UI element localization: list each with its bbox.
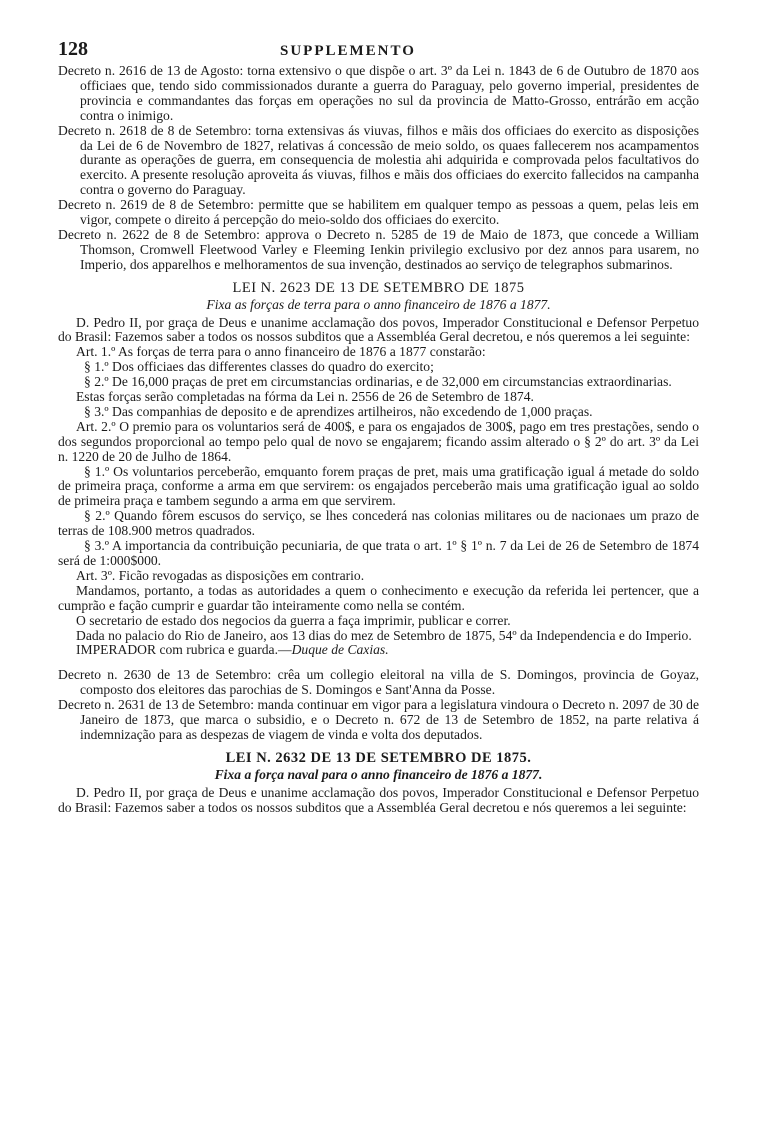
law-2632-subtitle: Fixa a força naval para o anno financeiro de 1876 a 1877.	[214, 766, 543, 782]
page-header	[58, 38, 699, 64]
law-2623-art2-paragraph3: § 3.º A importancia da contribuição pecuniaria, de que trata o art. 1º § 1º n. 7 da Lei de 26 de Setembro de 1874 será de 1:000$000.	[58, 538, 699, 568]
law-2623-preamble: D. Pedro II, por graça de Deus e unanime acclamação dos povos, Imperador Constitucional e Defensor Perpetuo do Brasil: Fazemos saber a todos os nossos subditos que a Assembléa Geral decretou, e nós queremos a lei seguinte:	[58, 314, 699, 345]
law-2623-art1-note: Estas forças serão completadas na fórma da Lei n. 2556 de 26 de Setembro de 1874.	[76, 389, 534, 405]
law-2623-art2-paragraph1: § 1.º Os voluntarios perceberão, emquanto forem praças de pret, mais uma gratificação igual á metade do soldo de primeira praça, conforme a arma em que servirem: os engajados perceberão mais uma gratificação igual ao soldo de primeira praça e tambem segundo a arma em que servirem.	[58, 463, 699, 509]
law-2623-art1-paragraph2: § 2.º De 16,000 praças de pret em circumstancias ordinarias, e de 32,000 em circumstancias extraordinarias.	[84, 374, 672, 390]
signature-minister: Duque de Caxias.	[291, 642, 389, 658]
decree-2630: Decreto n. 2630 de 13 de Setembro: crêa um collegio eleitoral na villa de S. Domingos, provincia de Goyaz, composto dos eleitores das parochias de S. Domingos e Sant'Anna da Posse.	[58, 667, 699, 698]
decree-2618: Decreto n. 2618 de 8 de Setembro: torna extensivas ás viuvas, filhos e mãis dos officiaes do exercito as disposições da Lei de 6 de Novembro de 1827, relativas á concessão de meio soldo, os quaes fallecerem nos acampamentos durante as operações de guerra, em consequencia de molestia ahi adquirida e comprovada pelos facultativos do exercito. A presente resolução aproveita ás viuvas, filhos e mãis dos officiaes do exercito fallecidos na campanha contra o governo do Paraguay.	[58, 122, 699, 198]
law-2623-art2-paragraph2: § 2.º Quando fôrem escusos do serviço, se lhes concederá nas colonias militares ou de nacionaes um prazo de terras de 108.900 metros quadrados.	[58, 508, 699, 539]
decree-2616: Decreto n. 2616 de 13 de Agosto: torna extensivo o que dispõe o art. 3º da Lei n. 1843 de 6 de Outubro de 1870 aos officiaes que, tendo sido commissionados durante a guerra do Paraguay, pelo governo imperial, presidentes de provincia e commandantes das forças em operações no sul da provincia de Matto-Grosso, entrárão em acção contra o inimigo.	[58, 63, 699, 123]
law-2623-art2: Art. 2.º O premio para os voluntarios será de 400$, e para os engajados de 300$, pago em tres prestações, sendo o dos segundos proporcional ao tempo pelo qual de novo se engajarem; ficando assim alterado o § 2º do art. 3º da Lei n. 1220 de 20 de Julho de 1864.	[58, 418, 699, 464]
law-2623-title: LEI N. 2623 DE 13 DE SETEMBRO DE 1875	[232, 279, 525, 296]
law-2623-art1-paragraph1: § 1.º Dos officiaes das differentes classes do quadro do exercito;	[84, 359, 434, 375]
law-2623-mandamos: Mandamos, portanto, a todas as autoridades a quem o conhecimento e execução da referida lei pertencer, que a cumprão e fação cumprir e guardar tão inteiramente como nella se contém.	[58, 582, 699, 613]
law-2623-art3: Art. 3º. Ficão revogadas as disposições em contrario.	[76, 567, 365, 583]
law-2623-signature	[58, 643, 699, 658]
law-2632-preamble: D. Pedro II, por graça de Deus e unanime acclamação dos povos, Imperador Constitucional e Defensor Perpetuo do Brasil: Fazemos saber a todos os nossos subditos que a Assembléa Geral decretou e nós queremos a lei seguinte:	[58, 784, 699, 815]
law-2632-title: LEI N. 2632 DE 13 DE SETEMBRO DE 1875.	[225, 749, 532, 766]
law-2623-art1: Art. 1.º As forças de terra para o anno financeiro de 1876 a 1877 constarão:	[76, 344, 486, 360]
running-title: SUPPLEMENTO	[280, 43, 416, 59]
signature-text: com rubrica e guarda.—	[159, 642, 292, 658]
law-2623-secretario: O secretario de estado dos negocios da guerra a faça imprimir, publicar e correr.	[76, 612, 511, 628]
page-number: 128	[58, 38, 88, 60]
decree-2631: Decreto n. 2631 de 13 de Setembro: manda continuar em vigor para a legislatura vindoura o Decreto n. 2097 de 30 de Janeiro de 1873, que marca o subsidio, e o Decreto n. 672 de 13 de Setembro de 1852, na parte relativa á indemnização para as despezas de viagem de vinda e volta dos deputados.	[58, 697, 699, 742]
decree-2619: Decreto n. 2619 de 8 de Setembro: permitte que se habilitem em qualquer tempo as pessoas a quem, pelas leis em vigor, compete o direito á percepção do meio-soldo dos officiaes do exercito.	[58, 197, 699, 228]
document-body	[58, 64, 699, 816]
law-2623-dada: Dada no palacio do Rio de Janeiro, aos 13 dias do mez de Setembro de 1875, 54º da Independencia e do Imperio.	[76, 627, 692, 643]
law-2623-subtitle: Fixa as forças de terra para o anno financeiro de 1876 a 1877.	[206, 296, 551, 312]
decree-2622: Decreto n. 2622 de 8 de Setembro: approva o Decreto n. 5285 de 19 de Maio de 1873, que concede a William Thomson, Cromwell Fleetwood Varley e Fleeming Ienkin privilegio exclusivo por dez annos para usarem, no Imperio, dos apparelhos e melhoramentos de sua invenção, destinados ao serviço de telegraphos submarinos.	[58, 226, 699, 272]
law-2623-art1-paragraph3: § 3.º Das companhias de deposito e de aprendizes artilheiros, não excedendo de 1,000 praças.	[84, 403, 593, 419]
signature-emperor: IMPERADOR	[76, 642, 157, 658]
